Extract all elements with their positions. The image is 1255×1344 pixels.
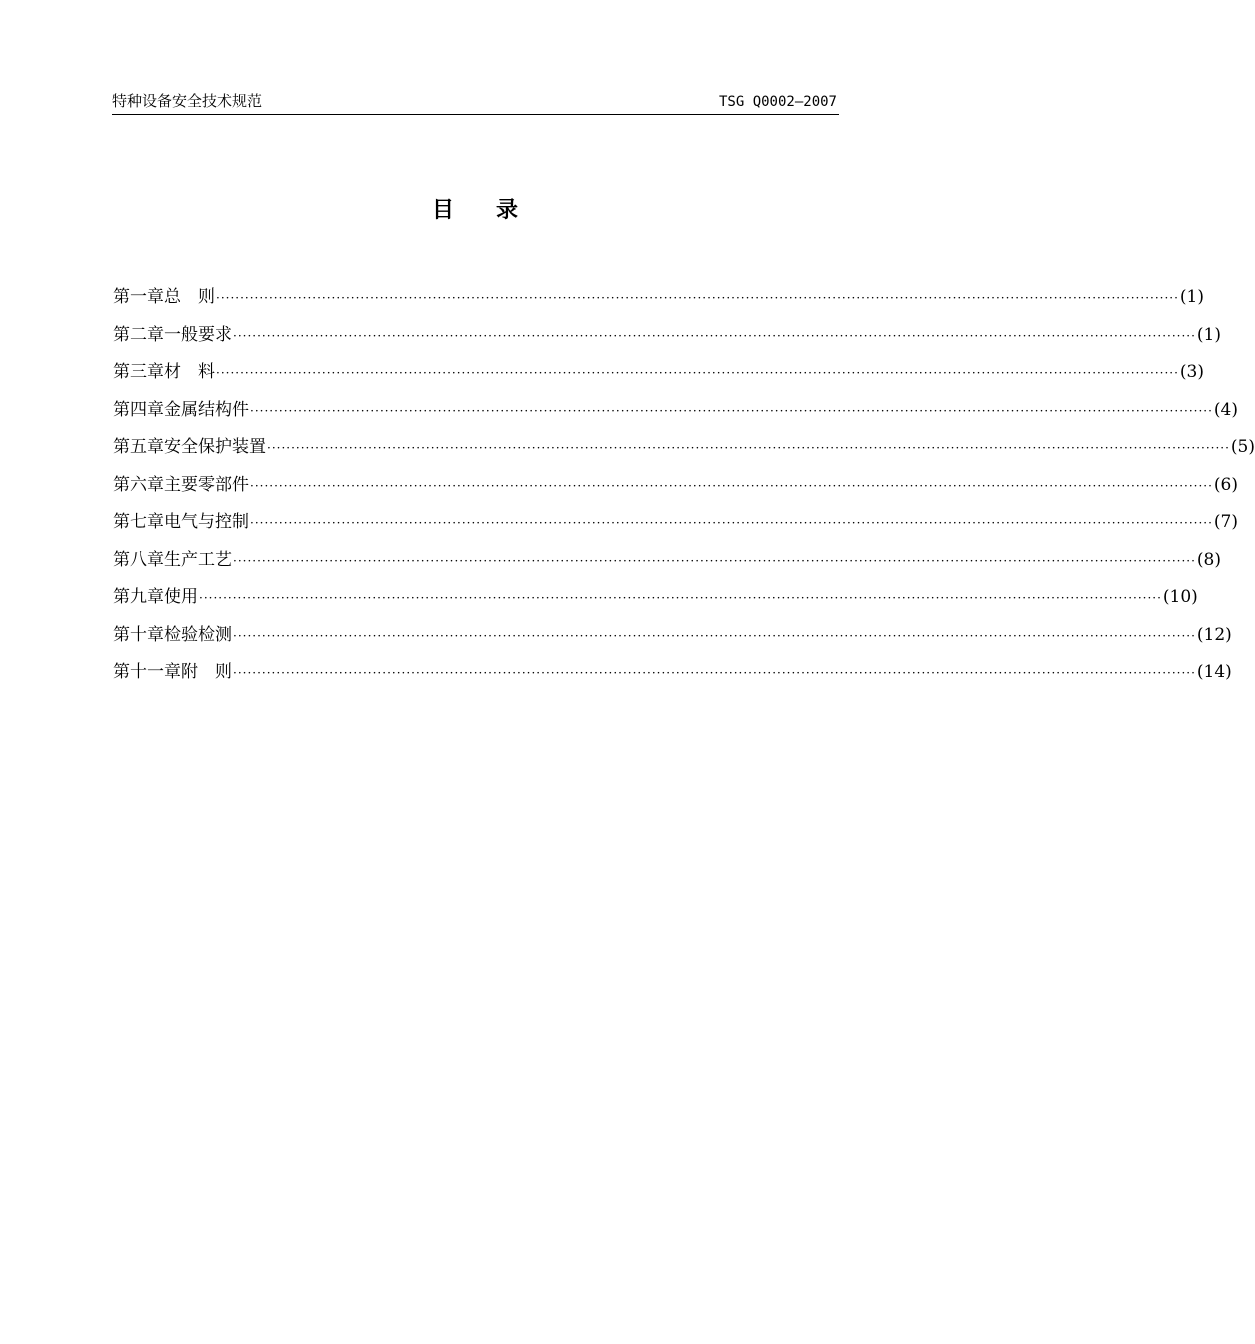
dot-leader: ········································································································································································································ xyxy=(267,441,1230,455)
header-spec-title: 特种设备安全技术规范 xyxy=(112,92,263,110)
toc-page-number: (10) xyxy=(1162,587,1198,607)
dot-leader: ········································································································································································································ xyxy=(216,291,1179,305)
toc-page-number: (5) xyxy=(1230,437,1255,457)
toc-page-number: (14) xyxy=(1196,662,1232,682)
toc-page-number: (12) xyxy=(1196,624,1232,645)
header-standard-code: TSG Q0002—2007 xyxy=(718,94,837,110)
toc-entry[interactable] xyxy=(113,435,1255,473)
toc-page-number: (1) xyxy=(1179,287,1204,307)
toc-entry[interactable] xyxy=(113,623,1232,661)
toc-chapter-number: 第五章 xyxy=(113,437,164,457)
toc-page-number: (4) xyxy=(1213,399,1238,420)
toc-chapter-title: 检验检测 xyxy=(164,624,232,645)
toc-chapter-number: 第七章 xyxy=(113,512,164,532)
toc-chapter-number: 第八章 xyxy=(113,549,164,570)
toc-chapter-title: 主要零部件 xyxy=(164,474,249,495)
toc-page-number: (3) xyxy=(1179,362,1204,382)
page-title: 目录 xyxy=(431,198,560,223)
toc-entry[interactable] xyxy=(113,510,1238,548)
dot-leader: ········································································································································································································ xyxy=(233,628,1196,643)
toc-page-number: (1) xyxy=(1196,324,1221,345)
toc-entry[interactable] xyxy=(113,285,1204,323)
toc-chapter-title: 安全保护装置 xyxy=(164,437,266,457)
toc-entry[interactable] xyxy=(113,585,1198,623)
toc-chapter-number: 第十章 xyxy=(113,624,164,645)
dot-leader: ········································································································································································································ xyxy=(233,666,1196,680)
toc-chapter-title: 金属结构件 xyxy=(164,399,249,420)
toc-entry[interactable] xyxy=(113,323,1221,361)
toc-chapter-number: 第三章 xyxy=(113,362,164,382)
dot-leader: ········································································································································································································ xyxy=(199,591,1162,605)
dot-leader: ········································································································································································································ xyxy=(233,553,1196,568)
dot-leader: ········································································································································································································ xyxy=(250,403,1213,418)
toc-chapter-number: 第十一章 xyxy=(113,662,181,682)
toc-entry[interactable] xyxy=(113,360,1204,398)
toc-chapter-title: 总 则 xyxy=(164,287,215,307)
toc-chapter-title: 电气与控制 xyxy=(164,512,249,532)
toc-chapter-title: 生产工艺 xyxy=(164,549,232,570)
toc-entry[interactable] xyxy=(113,548,1221,586)
toc-chapter-number: 第四章 xyxy=(113,399,164,420)
toc-page-number: (6) xyxy=(1213,474,1238,495)
dot-leader: ········································································································································································································ xyxy=(250,478,1213,493)
toc-page-number: (8) xyxy=(1196,549,1221,570)
toc-entry[interactable] xyxy=(113,473,1238,511)
toc-chapter-title: 材 料 xyxy=(164,362,215,382)
toc-page-number: (7) xyxy=(1213,512,1238,532)
toc-chapter-title: 一般要求 xyxy=(164,324,232,345)
dot-leader: ········································································································································································································ xyxy=(250,516,1213,530)
toc-entry[interactable] xyxy=(113,398,1238,436)
toc-chapter-title: 附 则 xyxy=(181,662,232,682)
page-header xyxy=(112,90,839,115)
dot-leader: ········································································································································································································ xyxy=(233,328,1196,343)
toc-chapter-number: 第一章 xyxy=(113,287,164,307)
toc-chapter-number: 第九章 xyxy=(113,587,164,607)
toc-chapter-number: 第六章 xyxy=(113,474,164,495)
toc-entry[interactable] xyxy=(113,660,1232,698)
dot-leader: ········································································································································································································ xyxy=(216,366,1179,380)
table-of-contents xyxy=(113,285,1255,698)
toc-chapter-title: 使用 xyxy=(164,587,198,607)
toc-chapter-number: 第二章 xyxy=(113,324,164,345)
